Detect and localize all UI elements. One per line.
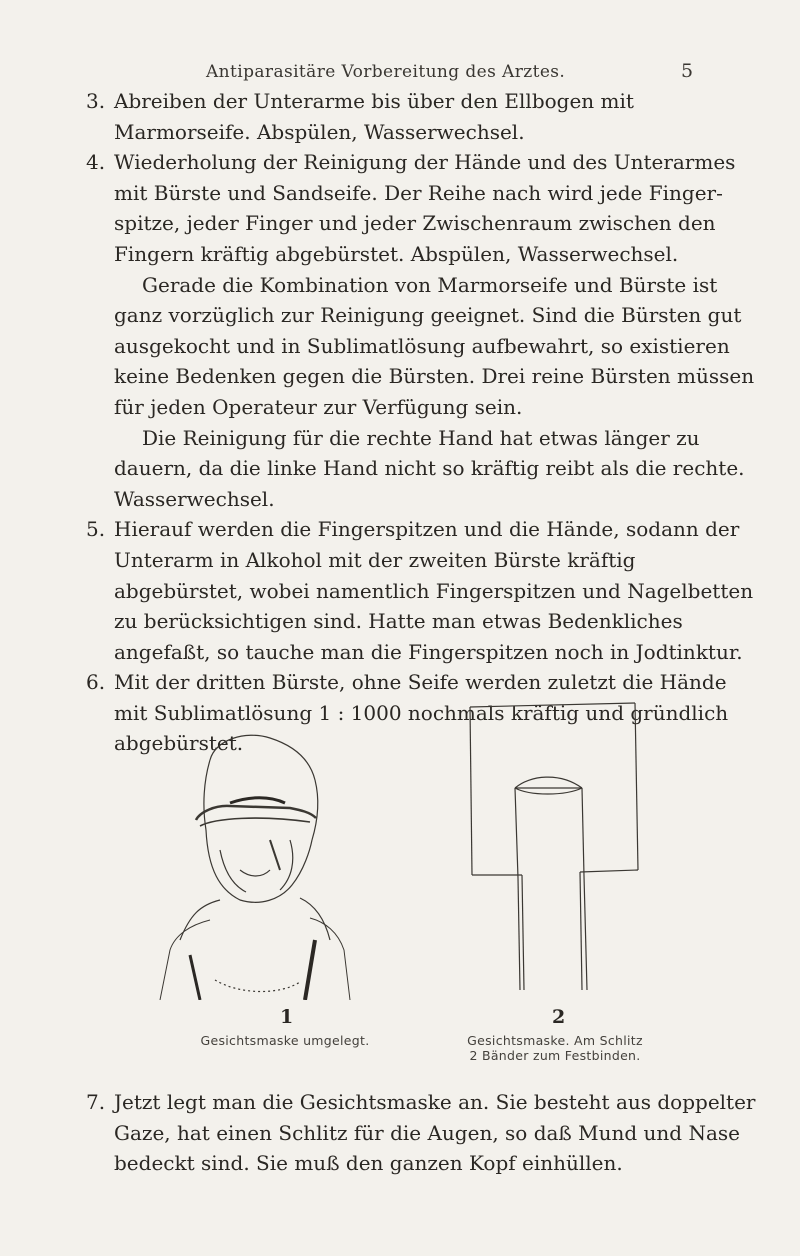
item-number: 5. <box>86 517 106 542</box>
item-text: Jetzt legt man die Gesichtsmaske an. Sie besteht aus doppelter Gaze, hat einen Schlitz für die Augen, so daß Mund und Nase bedeckt sind. Sie muß den ganzen Kopf einhüllen. <box>114 1090 756 1176</box>
figure-2-number: 2 <box>552 1006 566 1028</box>
figure-1-mask-illustration <box>160 735 350 1000</box>
list-item-3 <box>86 86 762 147</box>
body-text <box>86 86 762 759</box>
figure-2-caption: Gesichtsmaske. Am Schlitz 2 Bänder zum Festbinden. <box>467 1033 643 1063</box>
figure-illustrations <box>120 700 680 1000</box>
list-item-5 <box>86 514 762 667</box>
running-head: Antiparasitäre Vorbereitung des Arztes. <box>206 62 566 82</box>
item-text: Wiederholung der Reinigung der Hände und des Unterarmes mit Bürste und Sandseife. Der Reihe nach wird jede Fingerspitze, jeder Finger und jeder Zwischenraum zwischen den Fingern kräftig abgebürstet. Abspülen, Wasserwechsel. <box>114 150 736 266</box>
list-item-7 <box>86 1087 762 1179</box>
paragraph-right-hand: Die Reinigung für die rechte Hand hat etwas länger zu dauern, da die linke Hand nicht so kräftig reibt als die rechte. Wasserwechsel. <box>114 425 745 511</box>
item-number: 6. <box>86 670 106 695</box>
page-number: 5 <box>681 60 694 82</box>
item-number: 3. <box>86 89 106 113</box>
figure-2-mask-drawing <box>470 703 638 990</box>
item-number: 7. <box>86 1090 106 1114</box>
figure-1-number: 1 <box>280 1006 294 1028</box>
item-text: Abreiben der Unterarme bis über den Ellbogen mit Marmorseife. Abspülen, Wasserwechsel. <box>114 89 634 144</box>
item-number: 4. <box>86 150 106 175</box>
figures-area <box>120 700 680 1070</box>
figure-1-caption: Gesichtsmaske umgelegt. <box>200 1033 370 1048</box>
body-text-continued <box>86 1087 762 1179</box>
list-item-4 <box>86 147 762 269</box>
item-text: Hierauf werden die Fingerspitzen und die Hände, sodann der Unterarm in Alkohol mit der zweiten Bürste kräftig abgebürstet, wobei namentlich Fingerspitzen und Nagelbetten zu berücksichtigen sind. Hatte man etwas Bedenkliches angefaßt, so tauche man die Fingerspitzen noch in Jodtinktur. <box>114 517 754 664</box>
item-text: Mit der dritten Bürste, ohne Seife werden zuletzt die Hände mit Sublimatlösung 1 : 1000 nochmals kräftig und gründlich abgebürstet. <box>114 670 729 756</box>
paragraph-brushes: Gerade die Kombination von Marmorseife und Bürste ist ganz vorzüglich zur Reinigung geeignet. Sind die Bürsten gut ausgekocht und in Sublimatlösung aufbewahrt, so existieren keine Bedenken gegen die Bürsten. Drei reine Bürsten müssen für jeden Operateur zur Verfügung sein. <box>114 272 755 419</box>
